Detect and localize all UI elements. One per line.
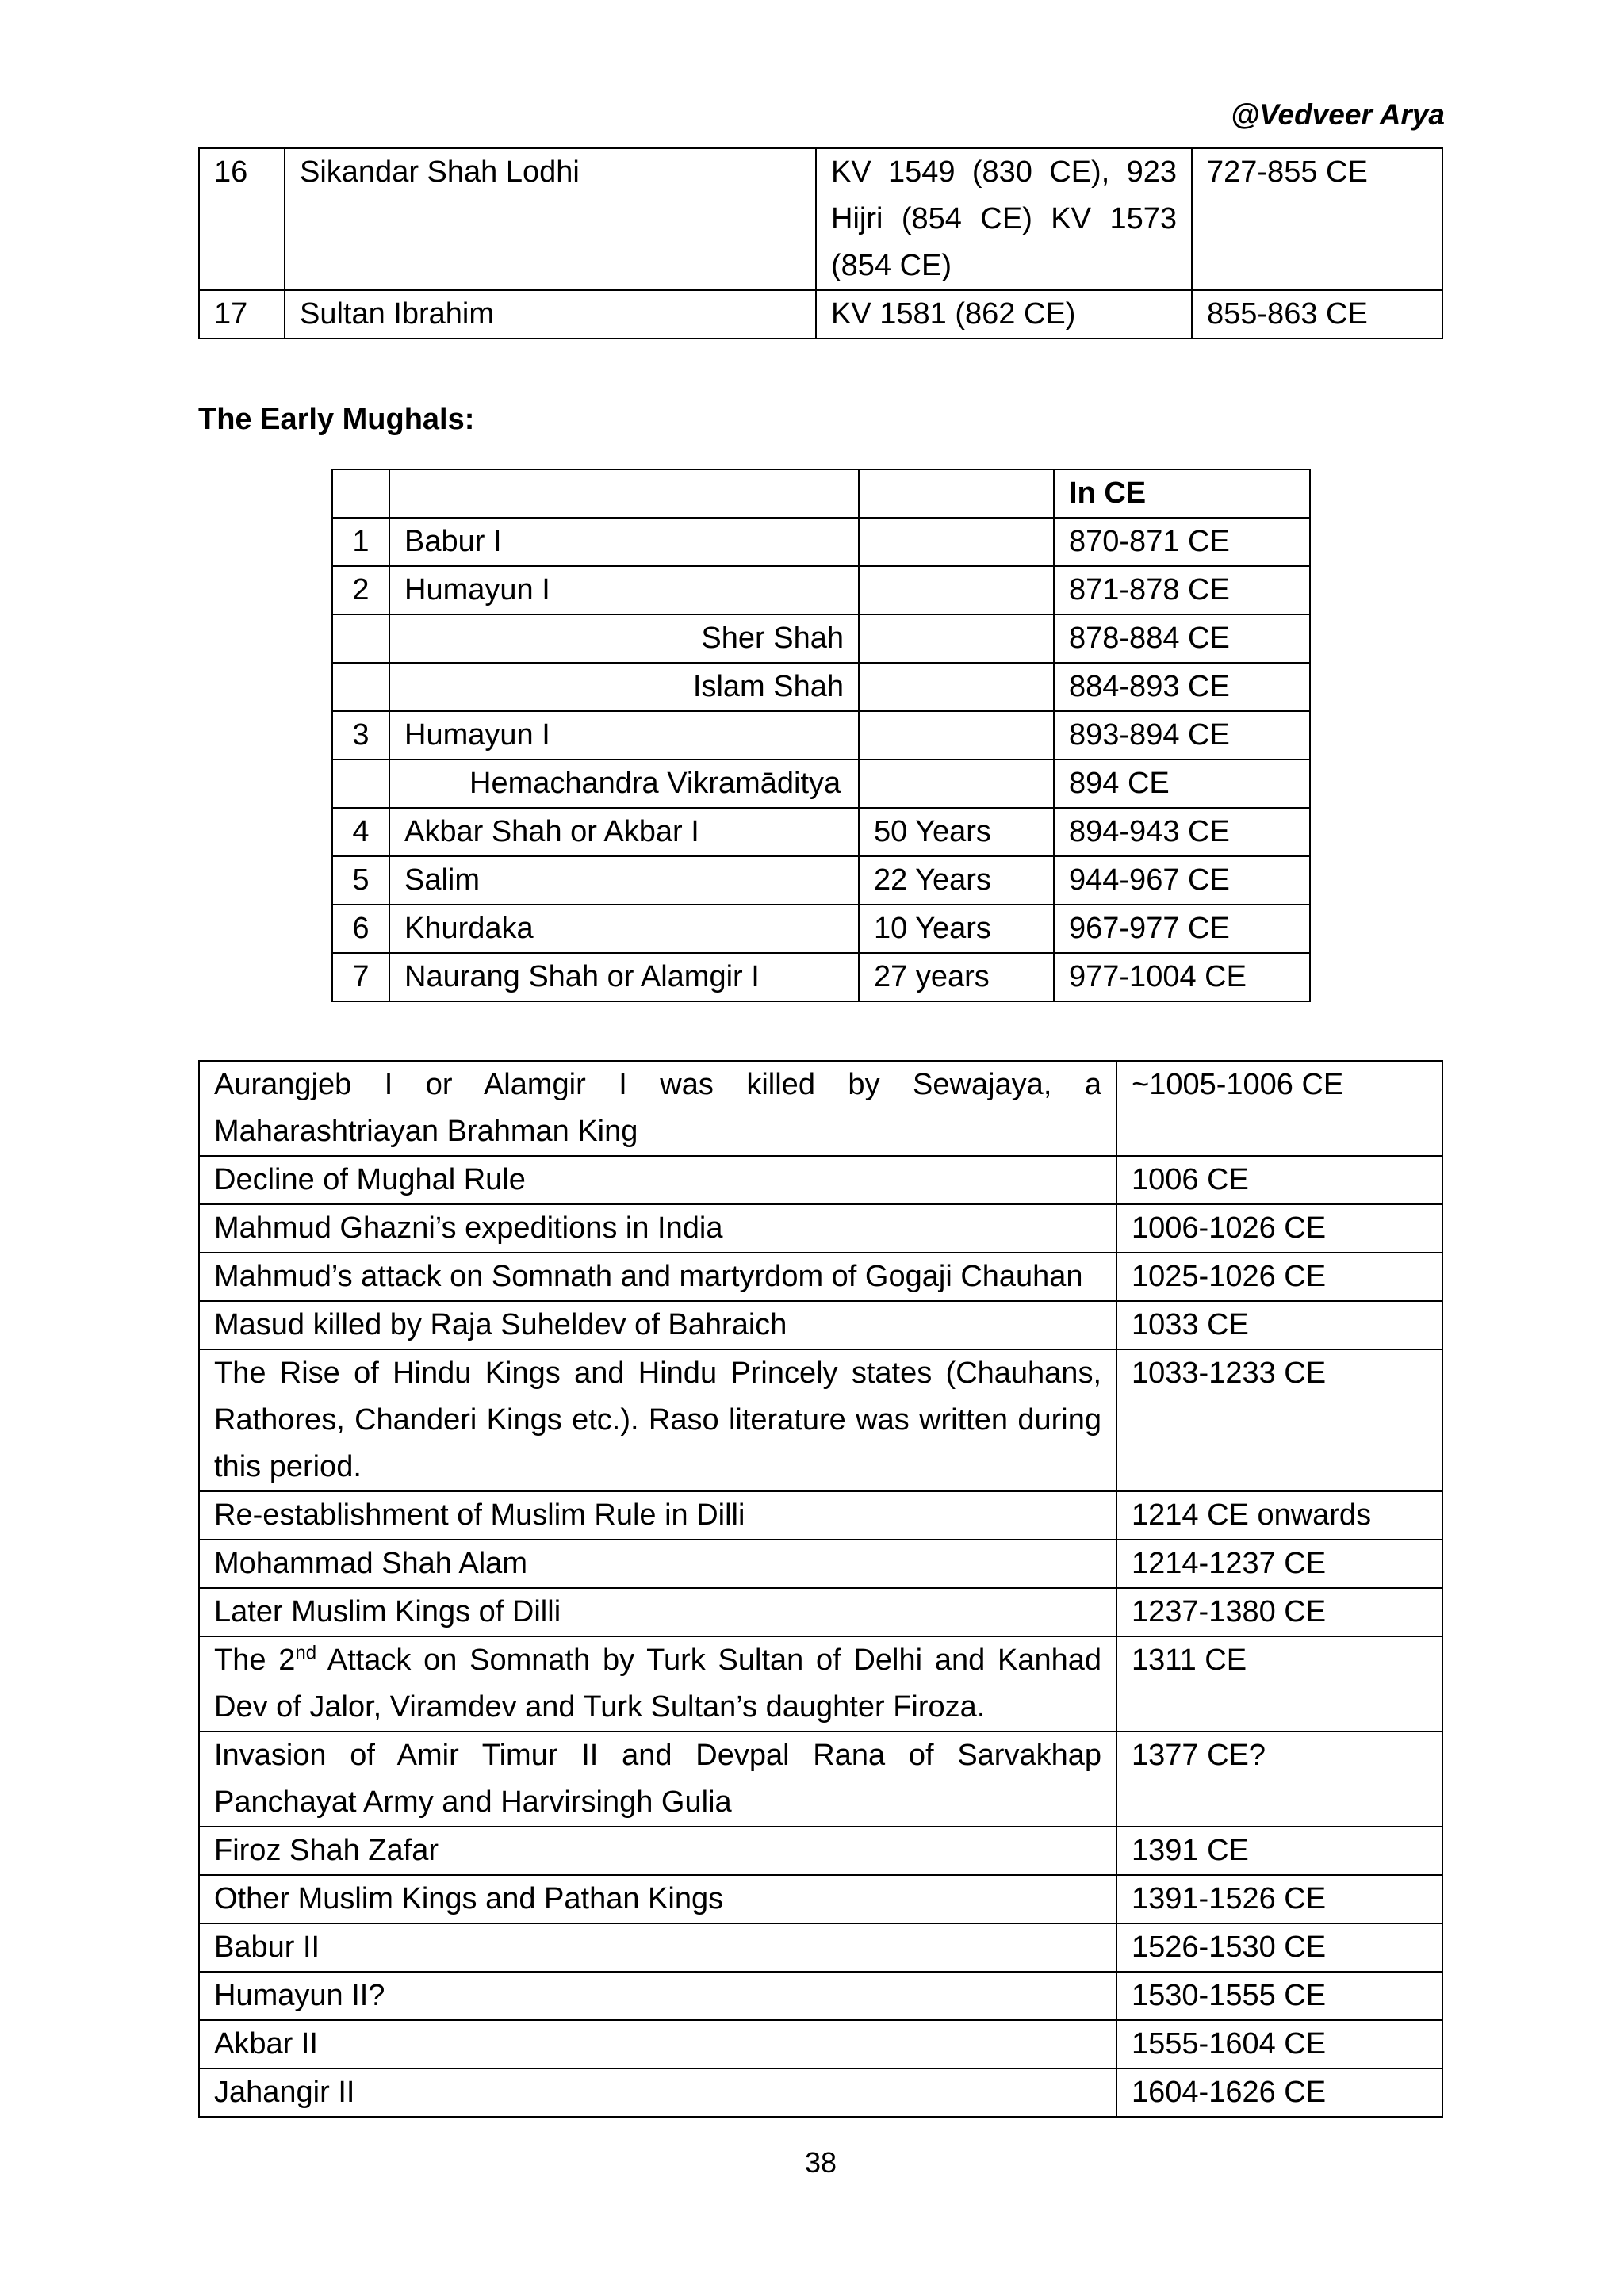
event-period: 1311 CE: [1116, 1636, 1442, 1732]
reign-period: 855-863 CE: [1192, 290, 1442, 339]
reign-length: [859, 711, 1054, 760]
page-number: 38: [804, 2146, 837, 2179]
event-period: 1377 CE?: [1116, 1732, 1442, 1827]
row-number: 6: [332, 905, 389, 953]
table-row: [332, 663, 1310, 711]
event-period: 1214 CE onwards: [1116, 1491, 1442, 1540]
table-row: [199, 1156, 1442, 1204]
event-period: 1391 CE: [1116, 1827, 1442, 1875]
ruler-name: Babur I: [389, 518, 859, 566]
table-row: [199, 1923, 1442, 1972]
event-period: 1555-1604 CE: [1116, 2020, 1442, 2068]
event-description: Aurangjeb I or Alamgir I was killed by Sewajaya, a Maharashtriayan Brahman King: [199, 1061, 1116, 1156]
event-period: 1033 CE: [1116, 1301, 1442, 1349]
event-period: 1006 CE: [1116, 1156, 1442, 1204]
reign-length: 10 Years: [859, 905, 1054, 953]
table-row: [199, 1349, 1442, 1491]
dated-records: KV 1549 (830 CE), 923 Hijri (854 CE) KV 1573 (854 CE): [816, 148, 1192, 290]
reign-period: 884-893 CE: [1054, 663, 1310, 711]
ruler-name: Akbar Shah or Akbar I: [389, 808, 859, 856]
table-row: [199, 1253, 1442, 1301]
event-description: Later Muslim Kings of Dilli: [199, 1588, 1116, 1636]
reign-length: [859, 663, 1054, 711]
table-row: [199, 1732, 1442, 1827]
row-number: 2: [332, 566, 389, 614]
table-row: [199, 2020, 1442, 2068]
table-row: [332, 614, 1310, 663]
row-number: 1: [332, 518, 389, 566]
row-number: 5: [332, 856, 389, 905]
row-number: [332, 663, 389, 711]
table-row: [332, 808, 1310, 856]
event-description: Jahangir II: [199, 2068, 1116, 2117]
event-description: Re-establishment of Muslim Rule in Dilli: [199, 1491, 1116, 1540]
reign-length: [859, 760, 1054, 808]
ruler-name: Salim: [389, 856, 859, 905]
reign-period: 894-943 CE: [1054, 808, 1310, 856]
row-number: [332, 614, 389, 663]
table-row: [199, 1827, 1442, 1875]
lodhi-dynasty-table: [198, 147, 1443, 339]
event-period: 1237-1380 CE: [1116, 1588, 1442, 1636]
event-period: ~1005-1006 CE: [1116, 1061, 1442, 1156]
event-description: Other Muslim Kings and Pathan Kings: [199, 1875, 1116, 1923]
table-row: [199, 1972, 1442, 2020]
table-row: [332, 518, 1310, 566]
dated-records: KV 1581 (862 CE): [816, 290, 1192, 339]
reign-period: 893-894 CE: [1054, 711, 1310, 760]
ruler-name: Khurdaka: [389, 905, 859, 953]
table-row: [332, 856, 1310, 905]
table-header-row: [332, 469, 1310, 518]
ruler-name: Hemachandra Vikramāditya: [389, 760, 859, 808]
event-period: 1033-1233 CE: [1116, 1349, 1442, 1491]
row-number: 7: [332, 953, 389, 1001]
table-row: [199, 148, 1442, 290]
header-cell: [389, 469, 859, 518]
event-period: 1526-1530 CE: [1116, 1923, 1442, 1972]
header-cell: [332, 469, 389, 518]
events-timeline-table: [198, 1060, 1443, 2118]
reign-length: 22 Years: [859, 856, 1054, 905]
event-period: 1025-1026 CE: [1116, 1253, 1442, 1301]
reign-length: 50 Years: [859, 808, 1054, 856]
table-row: [332, 711, 1310, 760]
event-description: Mahmud’s attack on Somnath and martyrdom of Gogaji Chauhan: [199, 1253, 1116, 1301]
table-row: [199, 1204, 1442, 1253]
event-period: 1530-1555 CE: [1116, 1972, 1442, 2020]
early-mughals-table: [331, 469, 1311, 1002]
row-number: [332, 760, 389, 808]
event-period: 1391-1526 CE: [1116, 1875, 1442, 1923]
ruler-name: Humayun I: [389, 711, 859, 760]
header-cell: [859, 469, 1054, 518]
reign-period: 967-977 CE: [1054, 905, 1310, 953]
reign-length: 27 years: [859, 953, 1054, 1001]
table-row: [332, 953, 1310, 1001]
table-row: [199, 1491, 1442, 1540]
reign-period: 870-871 CE: [1054, 518, 1310, 566]
section-heading: The Early Mughals:: [198, 403, 475, 436]
event-description: Mahmud Ghazni’s expeditions in India: [199, 1204, 1116, 1253]
reign-period: 871-878 CE: [1054, 566, 1310, 614]
reign-length: [859, 614, 1054, 663]
reign-period: 727-855 CE: [1192, 148, 1442, 290]
row-number: 17: [199, 290, 285, 339]
header-period: In CE: [1054, 469, 1310, 518]
row-number: 4: [332, 808, 389, 856]
table-row: [332, 566, 1310, 614]
event-description: Decline of Mughal Rule: [199, 1156, 1116, 1204]
event-description: Firoz Shah Zafar: [199, 1827, 1116, 1875]
ruler-name: Humayun I: [389, 566, 859, 614]
reign-period: 977-1004 CE: [1054, 953, 1310, 1001]
event-period: 1214-1237 CE: [1116, 1540, 1442, 1588]
event-description: Humayun II?: [199, 1972, 1116, 2020]
event-period: 1006-1026 CE: [1116, 1204, 1442, 1253]
ordinal-suffix: nd: [295, 1642, 317, 1664]
table-row: [199, 1875, 1442, 1923]
author-handle: @Vedveer Arya: [1231, 98, 1445, 131]
event-description: Mohammad Shah Alam: [199, 1540, 1116, 1588]
table-row: [199, 1540, 1442, 1588]
event-period: 1604-1626 CE: [1116, 2068, 1442, 2117]
reign-period: 894 CE: [1054, 760, 1310, 808]
ruler-name: Islam Shah: [389, 663, 859, 711]
ruler-name: Sultan Ibrahim: [285, 290, 816, 339]
event-description: [199, 1636, 1116, 1732]
row-number: 3: [332, 711, 389, 760]
table-row: [199, 1301, 1442, 1349]
event-description: The Rise of Hindu Kings and Hindu Princely states (Chauhans, Rathores, Chanderi Kings etc.). Raso literature was written during this period.: [199, 1349, 1116, 1491]
event-text: The 2: [214, 1644, 296, 1677]
event-text: Attack on Somnath by Turk Sultan of Delhi and Kanhad Dev of Jalor, Viramdev and Turk Sultan’s daughter Firoza.: [214, 1644, 1102, 1724]
table-row: [199, 1588, 1442, 1636]
table-row: [199, 290, 1442, 339]
reign-length: [859, 518, 1054, 566]
table-row: [199, 2068, 1442, 2117]
reign-period: 944-967 CE: [1054, 856, 1310, 905]
table-row: [332, 760, 1310, 808]
ruler-name: Naurang Shah or Alamgir I: [389, 953, 859, 1001]
reign-period: 878-884 CE: [1054, 614, 1310, 663]
table-row: [199, 1061, 1442, 1156]
ruler-name: Sikandar Shah Lodhi: [285, 148, 816, 290]
event-description: Invasion of Amir Timur II and Devpal Rana of Sarvakhap Panchayat Army and Harvirsingh Gulia: [199, 1732, 1116, 1827]
reign-length: [859, 566, 1054, 614]
table-row: [332, 905, 1310, 953]
ruler-name: Sher Shah: [389, 614, 859, 663]
event-description: Akbar II: [199, 2020, 1116, 2068]
table-row: [199, 1636, 1442, 1732]
event-description: Babur II: [199, 1923, 1116, 1972]
event-description: Masud killed by Raja Suheldev of Bahraich: [199, 1301, 1116, 1349]
row-number: 16: [199, 148, 285, 290]
